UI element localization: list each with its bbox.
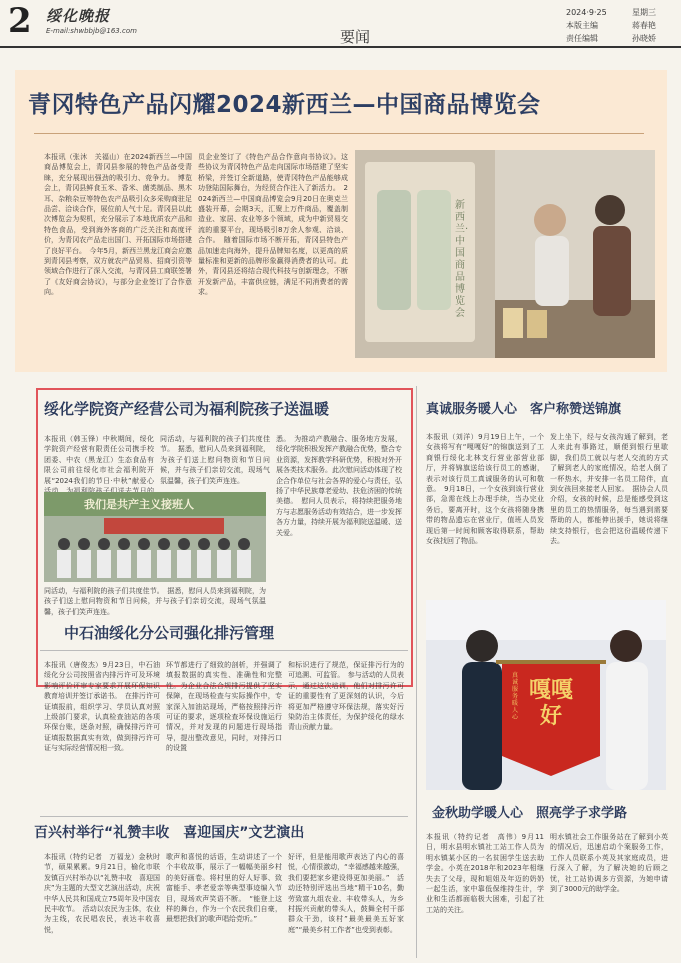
- autumn-story-col1: 本报讯（特约记者 高伟）9月11日，明水县明水镇社工站工作人员为明水镇某小区的一名贫困学生送去助学金。小英在2018年和2023年相继失去了父母，现和姐姐及年迈的奶奶一起生活，家中靠低保维持生计，学业和生活都面临极大困难，引起了社工站的关注。: [426, 833, 544, 914]
- shop-story-photo: [426, 600, 666, 790]
- pipe-story-headline: 中石油绥化分公司强化排污管理: [64, 624, 275, 642]
- banner-text-col1: 本报讯（张沐 关福山）在2024新西兰—中国商品博览会上，青冈县参展的特色产品备受青睐，充分展现出强劲的吸引力、竞争力。 博览会上，青冈县鲜食玉米、香米、菌类制品、黑木耳、杂粮杂豆等特色农产品吸引众多采购商驻足品尝、洽谈合作，展位前人气十足。青冈县以此次博览会为契机，充分展示了本地优质农产品和特色食品，受到海外客商的广泛关注和高度评价，为青冈农产品走出国门、开拓国际市场搭建了良好平台。 今年5月，新西兰黑龙江商会应邀到青冈县考察，双方就农产品贸易、招商引资等领域合作进行了深入交流，与青冈县工商联签署了《友好商会协议》，与部分企业签订了合作意向。: [44, 153, 192, 297]
- expo-booth-illustration: [355, 150, 655, 358]
- newspaper-email[interactable]: E-mail:shwbbjb@163.com: [46, 27, 137, 35]
- pipe-story-col2: 环节都进行了细致的剖析，并强调了填报数据的真实性、准确性和完整性。为企业合法合规排污提供了坚实保障，在现场检查与实际操作中，专家深入加油站现场，严格按照排污许可证的要求，逐项检查环保设施运行情况，并对发现的问题进行现场指导，提出整改意见，同时，对排污口的设置: [166, 661, 282, 753]
- photo-slogan: 我们是共产主义接班人: [84, 498, 194, 511]
- culture-divider: [40, 816, 408, 817]
- proof-name: 孙晓娇: [632, 34, 656, 43]
- pipe-story-col3: 和标识进行了规范，保证排污行为的可追溯、可监管。 参与活动的人员表示，通过这次培训，他们对排污许可证的重要性有了更深刻的认识，今后将更加严格遵守环保法规，落实好污染防治主体责任，为保护绥化的绿水青山贡献力量。: [288, 661, 404, 732]
- pennant-side-text: 真诚服务暖人心: [512, 672, 519, 721]
- booth-sign: 新西兰·中国商品博览会: [455, 200, 469, 319]
- asset-story-headline: 绥化学院资产经营公司为福利院孩子送温暖: [44, 400, 330, 418]
- banner-photo: [355, 150, 655, 358]
- newspaper-brand: 绥化晚报: [46, 7, 111, 25]
- pipe-divider: [40, 650, 408, 651]
- column-divider: [416, 386, 417, 958]
- autumn-story-col2: 明水镇社会工作服务站在了解到小英的情况后，迅速启动个案服务工作，工作人员联系小英及其家庭成员，进行深入了解，为了解决她的后顾之忧，社工站协调多方资源，为她申请到了3000元的助学金。: [550, 833, 668, 894]
- banner-headline: 青冈特色产品闪耀2024新西兰—中国商品博览会: [28, 92, 541, 118]
- culture-story-col1: 本报讯（特约记者 万福龙）金秋时节，硕果累累。9月21日，榆化市联发镇百兴村举办以“礼赞丰收 喜迎国庆”为主题的大型文艺演出活动，庆祝中华人民共和国成立75周年及中国农民丰收节。 活动以农民为主体，农业为主线，农民唱农民，表达丰收喜悦，: [44, 853, 160, 934]
- pennant-text: 嘎嘎好: [528, 678, 573, 729]
- asset-story-col3: 悉。 为推动产教融合、服务地方发展，绥化学院积极发挥产教融合优势，整合专业资源，发挥教学科研优势，积极对外开展各类技术服务。此次慰问活动体现了校企合作单位与社会各界的爱心与责任，弘扬了中华民族尊老爱幼、扶危济困的传统美德。 慰问人员表示，将持续把服务地方与志愿服务活动有效结合，进一步发挥各方力量，持续开展为福利院送温暖、送关爱。: [276, 435, 402, 537]
- autumn-story-headline: 金秋助学暖人心 照亮学子求学路: [432, 806, 628, 821]
- culture-story-col2: 歌声和喜悦的话语，生动讲述了一个个丰收故事，展示了一幅幅美丽乡村的美好画卷。将村里的好人好事、致富能手、孝老爱亲等典型事迹编入节目，现场欢声笑语不断。 “能登上这样的舞台，作为一个农民我们自豪，最想把我们的歌声唱给党听。”: [166, 853, 282, 924]
- asset-story-photo: [44, 492, 266, 582]
- asset-story-col1: 本报讯（韩玉锋）中秋期间，绥化学院资产经营有限责任公司携手校团委、中农（黑龙江）生态食品有限公司前往绥化市社会福利院开展“2024我们的节日·中秋”献爱心: [44, 435, 154, 485]
- section-title: 要闻: [340, 28, 371, 46]
- editor-name: 蒋春艳: [632, 21, 656, 30]
- header-rule: [0, 46, 681, 48]
- banner-text-col2: 员企业签订了《特色产品合作意向书协议》。这些协议为青冈特色产品走向国际市场搭建了坚实桥梁，并签订全新道路，使青冈特色产品能够成功登陆国际舞台，为经贸合作注入了新活力。 2024新西兰—中国商品博览会9月20日在奥克兰盛装开幕，会期3天，汇聚上万件商品，覆盖制造业、家居、农业等多个领域，成为中新贸易交流的重要平台，现场吸引8万余人参观、洽谈、合作。 随着国际市场不断开拓，青冈县特色产品加速走向海外，提升品牌知名度，以更高的质量标准和更新的品牌形象赢得消费者的认可。此外，青冈县还将结合现代科技与创新理念，不断开发新产品，丰富供应链，满足不同消费者的需求。: [198, 153, 348, 297]
- culture-story-headline: 百兴村举行“礼赞丰收 喜迎国庆”文艺演出: [34, 825, 305, 841]
- shop-story-headline: 真诚服务暖人心 客户称赞送锦旗: [426, 402, 622, 417]
- shop-story-col2: 发上坐下，经与女孩沟通了解到，老人来此有事路过，顺便到银行里歇脚，我们员工就以与老人交流的方式了解到老人的家庭情况，给老人倒了一杯热水，并安排一名员工陪伴，直到女孩回来接老人回家。 据协会人员介绍，女孩的时候，总是能感受到这里的员工的热情服务，每当遇到需要帮助的人，都能伸出援手，她说将继续支持银行，也会把这份温暖传递下去。: [550, 433, 668, 546]
- banner-divider: [34, 133, 644, 134]
- editor-label: 本版主编: [566, 21, 598, 30]
- issue-date: 2024·9·25: [566, 8, 607, 17]
- issue-weekday: 星期三: [632, 8, 656, 17]
- asset-story-col1-cont: 同活动，与福利院的孩子们共度佳节。 据悉，慰问人员来到福利院，为孩子们送上慰问物资和节日问候，并与孩子们亲切交流，现场气氛温馨，孩子们笑声连连。: [44, 587, 266, 616]
- page-number: 2: [8, 1, 32, 41]
- culture-story-col3: 好评，但是能用歌声表达了内心的喜悦，心情很激动，“幸福感越来越强，我们要把家乡建设得更加美丽。” 活动还特别评选出当地“精干10名，勤劳致富九组农业、丰收带头人，为乡村振兴贡献的带头人，鼓舞全村干部群众干劲，该村”最美最美五好家庭”“最美乡村工作者”也受到表彰。: [288, 853, 404, 934]
- shop-story-col1: 本报讯（刘洋）9月19日上午，一个女孩将写有“嘎嘎好”的锦旗送到了工商银行绥化北林支行营业部营业部厅，并将锦旗送给该行员工的感谢，表示对该行员工真诚服务的认可和敬意。 9月18日，一个女孩到该行营业部，急需在线上办理手续，当办完业务后，要离开时，这个女孩将随身携带的物品遗忘在营业厅，值班人员发现后第一时间和顾客取得联系，帮助女孩找回了物品。: [426, 433, 544, 546]
- asset-story-col2: 同活动，与福利院的孩子们共度佳节。 据悉，慰问人员来到福利院，为孩子们送上慰问物资和节日问候，并与孩子们亲切交流，现场气氛温馨，孩子们笑声连连。: [160, 435, 270, 485]
- pipe-story-col1: 本报讯（唐俊杰）9月23日，中石油绥化分公司按照省内排污许可及环境影响评价评审专家要求开展环保知识教育培训并签订承诺书。 在排污许可证填报前，组织学习、学员认真对照上级部门要求，认真检查油站的各项环保台账，逐条对照，确保排污许可证填报数据真实有效，做到排污许可证与实际经营情况相一致。: [44, 661, 160, 753]
- proof-label: 责任编辑: [566, 34, 598, 43]
